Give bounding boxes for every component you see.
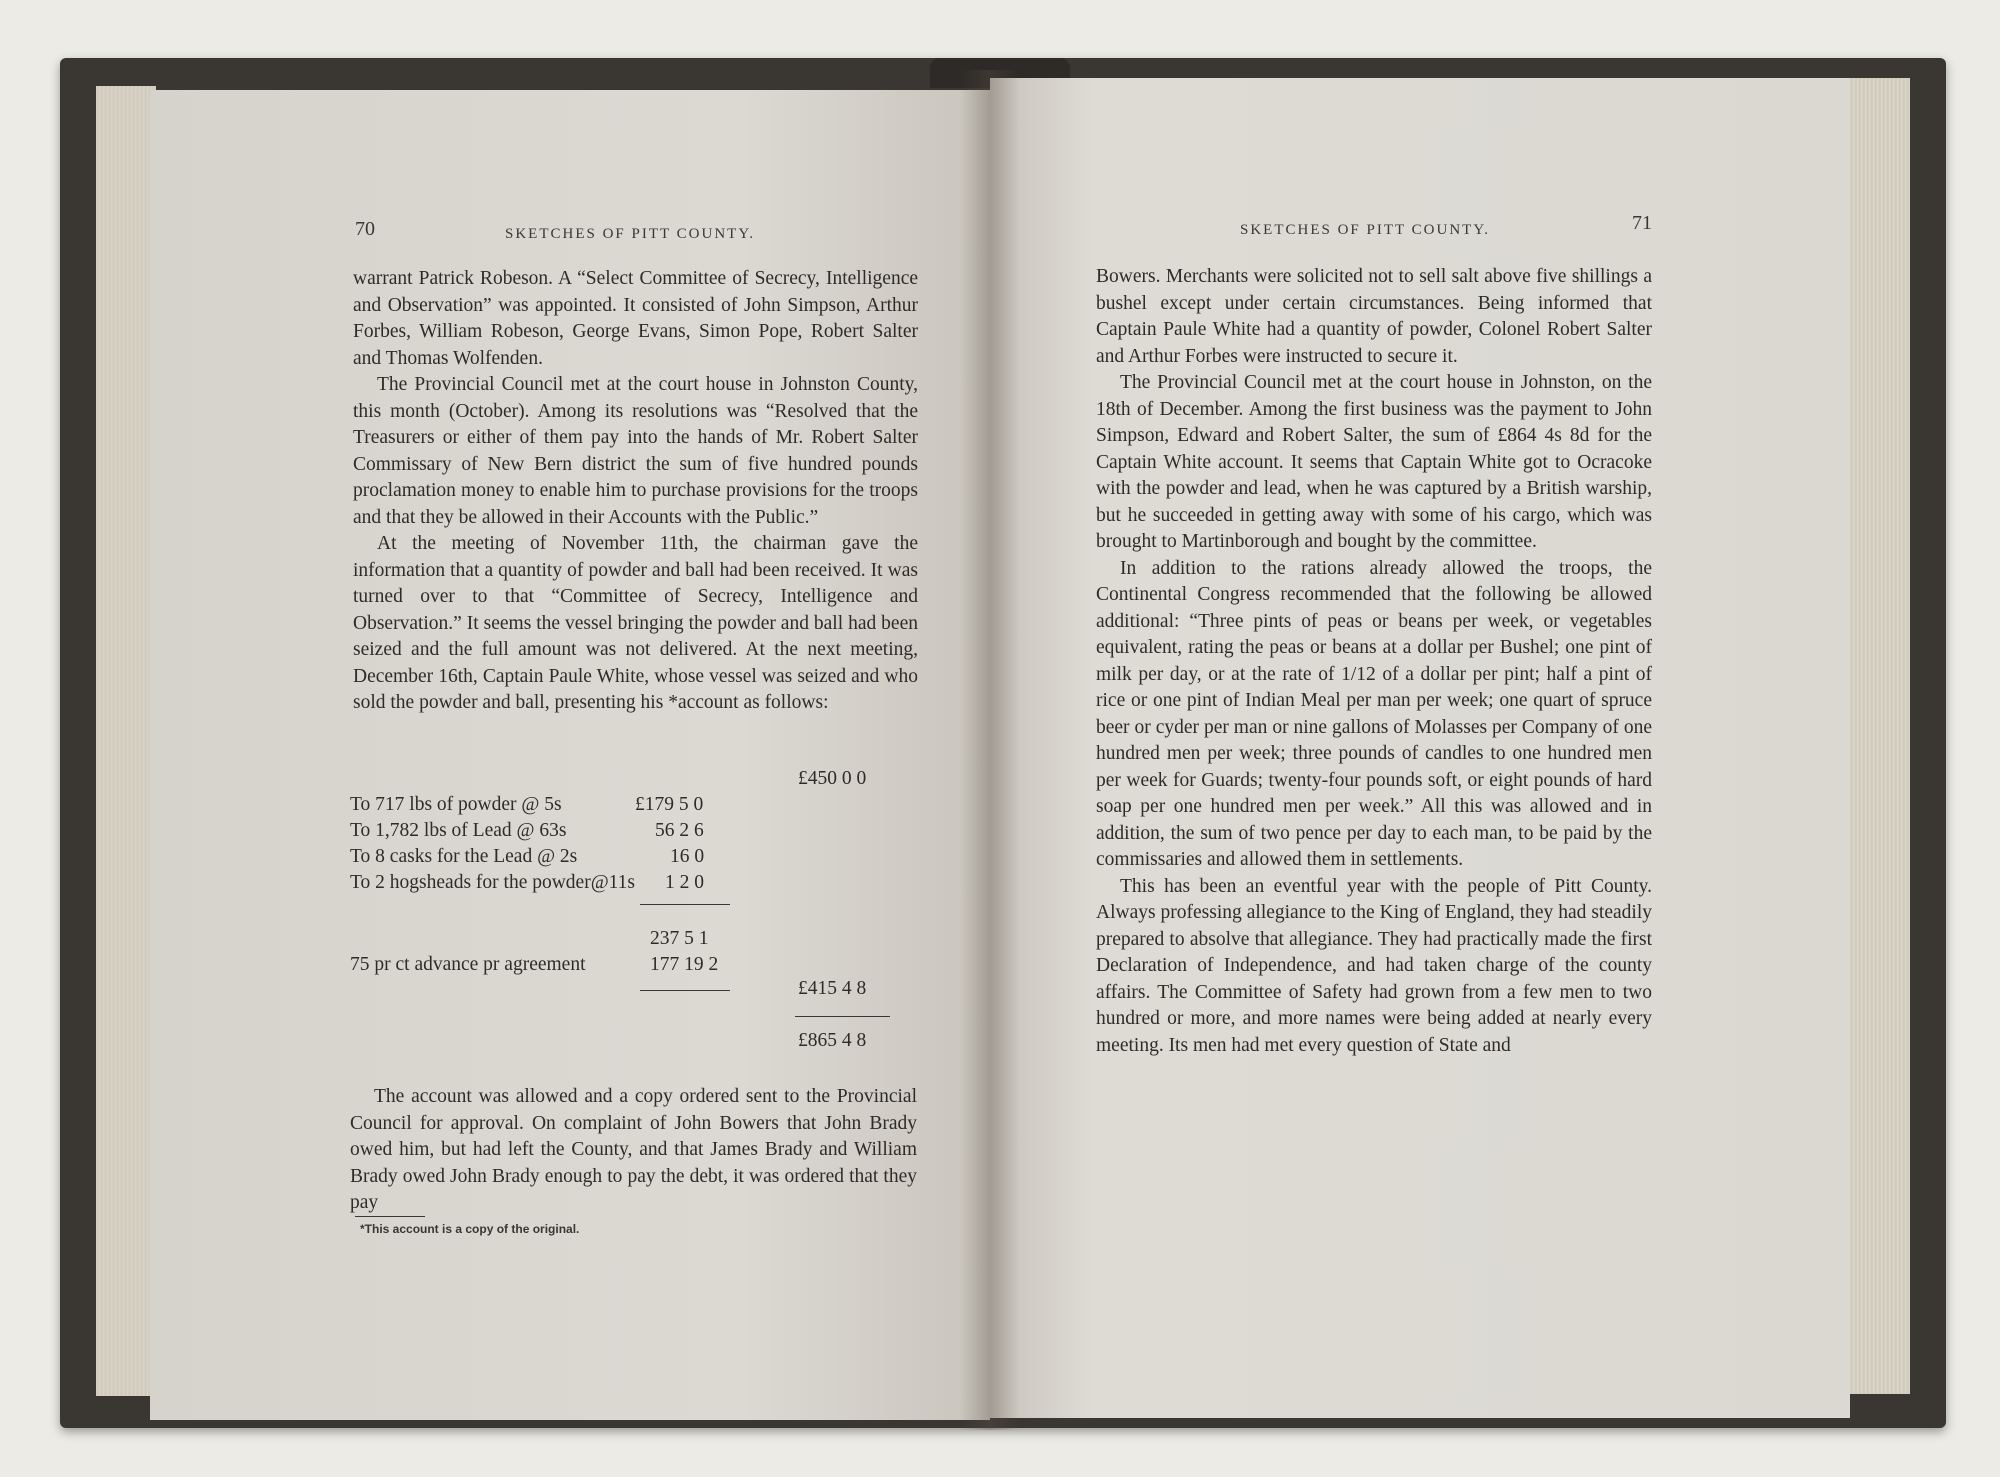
paragraph: This has been an eventful year with the people of Pitt County. Always professing allegiance to the King of England, they had steadily prepared to absolve that allegiance. They had practically made the first Declaration of Independence, and had taken charge of the county affairs. The Committee of Safety had grown from a few men to two hundred or more, and more names were being added at nearly every meeting. Its men had met every question of State and — [1096, 875, 1652, 1056]
right-page-number: 71 — [1632, 212, 1652, 234]
paragraph: The account was allowed and a copy ordered sent to the Provincial Council for approval. On complaint of John Bowers that John Brady owed him, but had left the County, and that James Brady and William Brady owed John Brady enough to pay the debt, it was ordered that they pay — [350, 1086, 917, 1213]
ledger-item-label: To 8 casks for the Lead @ 2s — [350, 846, 578, 867]
ledger-rule — [640, 990, 730, 991]
ledger-advanced-total: £415 4 8 — [798, 978, 867, 999]
ledger-item-label: To 2 hogsheads for the powder@11s — [350, 872, 636, 893]
right-body-text — [1096, 264, 1652, 1059]
ledger-item-amount: 1 2 0 — [665, 872, 704, 893]
ledger-advance-amount: 177 19 2 — [650, 954, 719, 975]
ledger-rule — [640, 904, 730, 905]
ledger-advance-label: 75 pr ct advance pr agreement — [350, 954, 586, 975]
paragraph: warrant Patrick Robeson. A “Select Committee of Secrecy, Intelligence and Observation” was appointed. It consisted of John Simpson, Arthur Forbes, William Robeson, George Evans, Simon Pope, Robert Salter and Thomas Wolfenden. — [353, 268, 918, 369]
book-gutter — [960, 70, 1020, 1430]
right-page — [990, 78, 1850, 1418]
ledger-item-label: To 717 lbs of powder @ 5s — [350, 794, 562, 815]
ledger-subtotal: 237 5 1 — [650, 928, 709, 949]
left-body-text — [353, 266, 918, 717]
ledger-opening-total: £450 0 0 — [798, 768, 867, 789]
ledger-item-amount: £179 5 0 — [635, 794, 704, 815]
footnote: *This account is a copy of the original. — [360, 1222, 580, 1236]
left-page-edges — [96, 86, 156, 1396]
right-page-edges — [1846, 78, 1910, 1394]
footnote-rule — [355, 1216, 425, 1217]
ledger-item-amount: 16 0 — [670, 846, 705, 867]
left-running-head: SKETCHES OF PITT COUNTY. — [505, 226, 755, 242]
ledger-item-amount: 56 2 6 — [655, 820, 704, 841]
paragraph: Bowers. Merchants were solicited not to sell salt above five shillings a bushel except under certain circumstances. Being informed that Captain Paule White had a quantity of powder, Colonel Robert Salter and Arthur Forbes were instructed to secure it. — [1096, 266, 1652, 367]
paragraph: The Provincial Council met at the court house in Johnston, on the 18th of December. Among the first business was the payment to John Simpson, Edward and Robert Salter, the sum of £864 4s 8d for the Captain White account. It seems that Captain White got to Ocracoke with the powder and lead, when he was captured by a British warship, but he succeeded in getting away with some of his cargo, which was brought to Martinborough and bought by the committee. — [1096, 372, 1652, 552]
left-page — [150, 90, 990, 1420]
left-closing-text — [350, 1084, 917, 1217]
left-page-number: 70 — [355, 218, 375, 240]
paragraph: In addition to the rations already allowed the troops, the Continental Congress recommended that the following be allowed additional: “Three pints of peas or beans per week, or vegetables equivalent, rating the peas or beans at a dollar per Bushel; one pint of milk per day, or at the rate of 1/12 of a dollar per pint; half a pint of rice or one pint of Indian Meal per man per week; one quart of spruce beer or cyder per man or nine gallons of Molasses per Company of one hundred men per week; three pounds of candles to one hundred men per week for Guards; twenty-four pounds soft, or eight pounds of hard soap per one hundred men per week.” All this was allowed and in addition, the sum of two pence per day to each man, to be paid by the commissaries and allowed them in settlements. — [1096, 557, 1652, 870]
right-running-head: SKETCHES OF PITT COUNTY. — [1240, 222, 1490, 238]
paragraph: The Provincial Council met at the court house in Johnston County, this month (October). Among its resolutions was “Resolved that the Treasurers or either of them pay into the hands of Mr. Robert Salter Commissary of New Bern district the sum of five hundred pounds proclamation money to enable him to purchase provisions for the troops and that they be allowed in their Accounts with the Public.” — [353, 374, 918, 528]
ledger-rule — [795, 1016, 890, 1017]
ledger-item-label: To 1,782 lbs of Lead @ 63s — [350, 820, 567, 841]
paragraph: At the meeting of November 11th, the chairman gave the information that a quantity of powder and ball had been received. It was turned over to that “Committee of Secrecy, Intelligence and Observation.” It seems the vessel bringing the powder and ball had been seized and the full amount was not delivered. At the next meeting, December 16th, Captain Paule White, whose vessel was seized and who sold the powder and ball, presenting his *account as follows: — [353, 533, 918, 713]
ledger-grand-total: £865 4 8 — [798, 1030, 867, 1051]
account-ledger — [350, 768, 930, 1068]
